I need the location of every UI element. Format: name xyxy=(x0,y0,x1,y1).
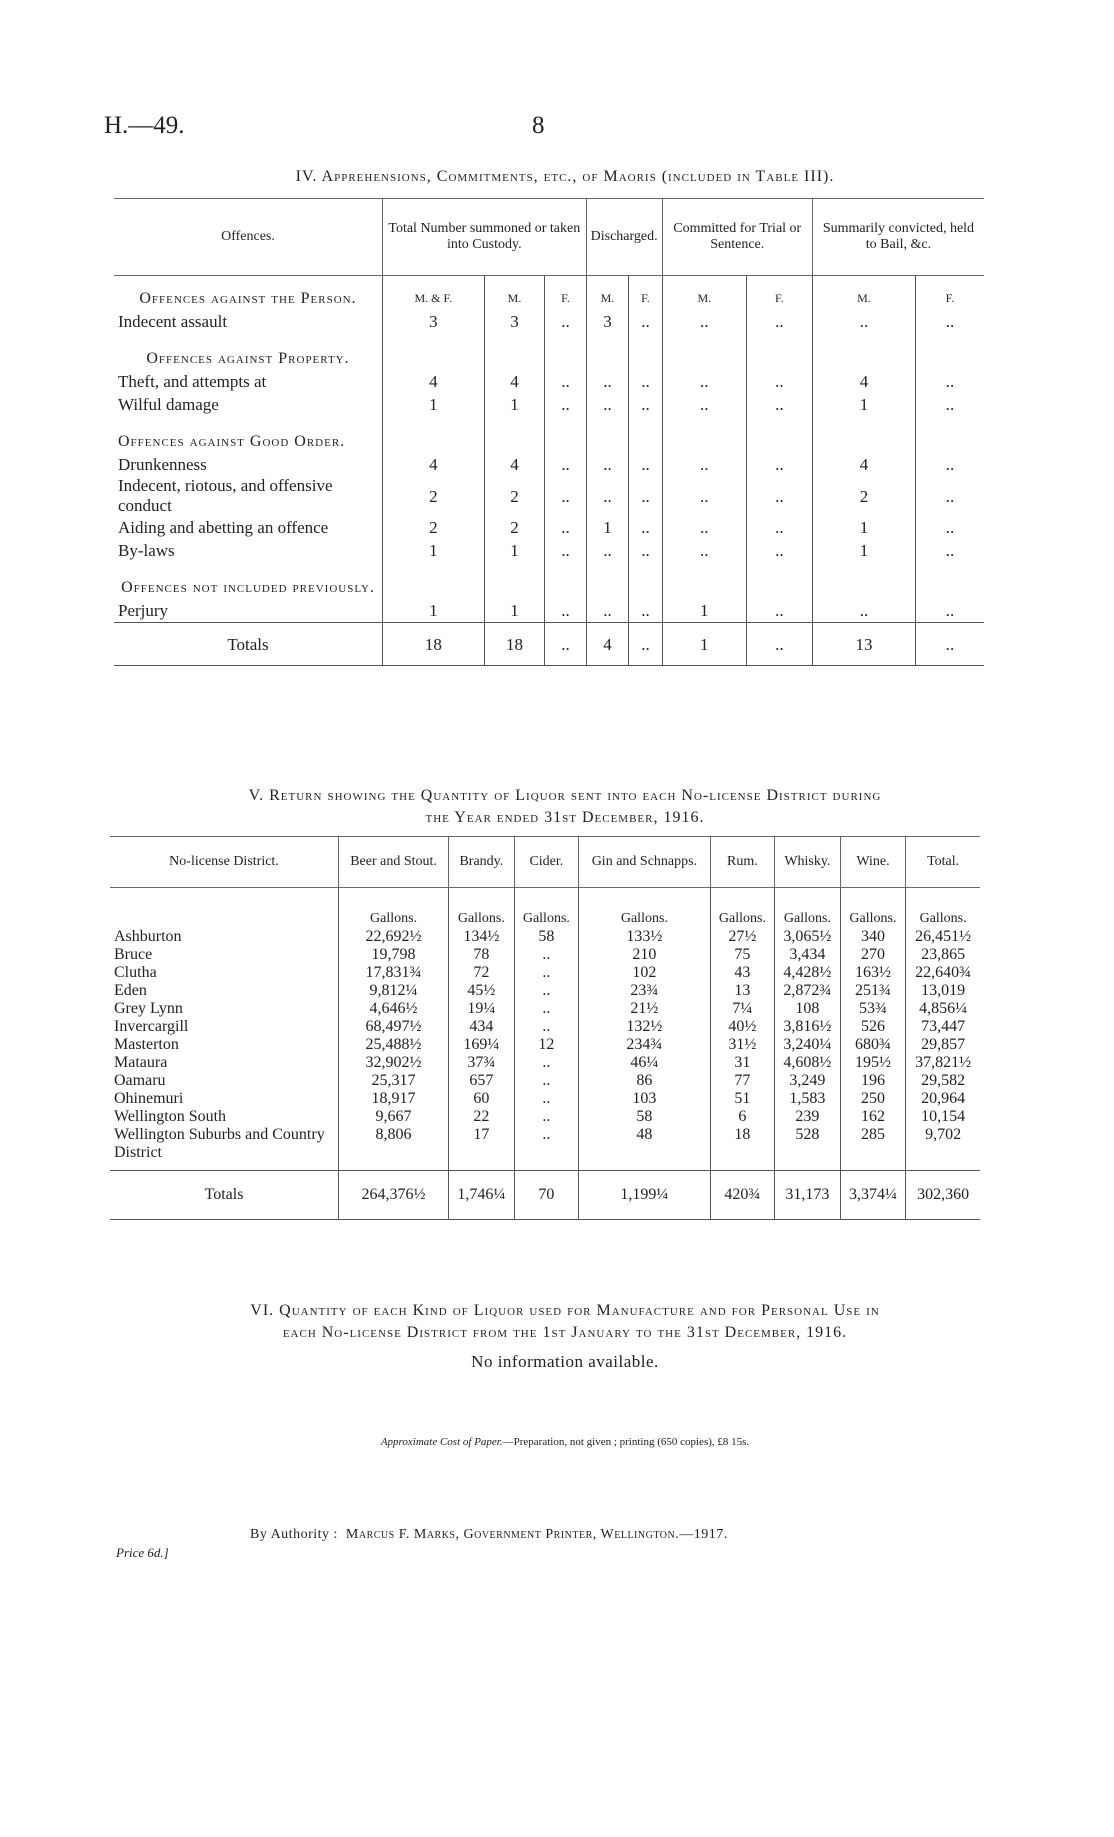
cell: .. xyxy=(746,310,812,333)
cell: 239 xyxy=(775,1108,841,1126)
cell: 1 xyxy=(383,393,485,416)
total-cell: 1,199¼ xyxy=(579,1171,711,1220)
cell: .. xyxy=(662,393,746,416)
cell: 10,154 xyxy=(906,1108,980,1126)
col-rum: Rum. xyxy=(710,837,774,888)
cell: 6 xyxy=(710,1108,774,1126)
cell: .. xyxy=(586,476,629,516)
cell: .. xyxy=(629,453,662,476)
cell: 196 xyxy=(840,1072,906,1090)
section6-title-line2: each No-license District from the 1st January to the 31st December, 1916. xyxy=(282,1324,848,1341)
cell: 340 xyxy=(840,928,906,946)
cell: .. xyxy=(514,982,578,1000)
cell: 37¾ xyxy=(449,1054,515,1072)
cell: 162 xyxy=(840,1108,906,1126)
cell: 31½ xyxy=(710,1036,774,1054)
col-total: Total. xyxy=(906,837,980,888)
totals-label: Totals xyxy=(114,623,383,666)
district-label: Clutha xyxy=(114,964,157,981)
category-row xyxy=(114,562,984,599)
cell: 3,249 xyxy=(775,1072,841,1090)
cell: 17,831¾ xyxy=(339,964,449,982)
cell: 1 xyxy=(484,393,545,416)
col-discharged: Discharged. xyxy=(586,199,662,276)
category-row xyxy=(114,333,984,370)
col-gin: Gin and Schnapps. xyxy=(579,837,711,888)
cell: .. xyxy=(662,516,746,539)
table-row xyxy=(110,1108,980,1126)
table-row xyxy=(114,476,984,516)
offence-label: Theft, and attempts at xyxy=(118,372,267,391)
cell: 680¾ xyxy=(840,1036,906,1054)
total-cell: 1 xyxy=(662,623,746,666)
col-district: No-license District. xyxy=(110,837,339,888)
cell: 29,582 xyxy=(906,1072,980,1090)
cell: 73,447 xyxy=(906,1018,980,1036)
cell: 4 xyxy=(484,453,545,476)
subheader: F. xyxy=(629,276,662,311)
cell: 3 xyxy=(383,310,485,333)
table-row xyxy=(114,539,984,562)
cell: .. xyxy=(514,1054,578,1072)
cell: .. xyxy=(545,516,586,539)
cell: .. xyxy=(629,310,662,333)
cell: 4 xyxy=(383,370,485,393)
cell: 3,065½ xyxy=(775,928,841,946)
district-label: Invercargill xyxy=(114,1018,189,1035)
subheader: M. xyxy=(662,276,746,311)
cell: .. xyxy=(514,946,578,964)
unit-label: Gallons. xyxy=(775,888,841,929)
cell: .. xyxy=(586,370,629,393)
cost-text: —Preparation, not given ; printing (650 copies), £8 15s. xyxy=(502,1436,750,1448)
cell: 2 xyxy=(484,516,545,539)
subheader: M. xyxy=(484,276,545,311)
cell: 68,497½ xyxy=(339,1018,449,1036)
no-information-note: No information available. xyxy=(471,1352,659,1371)
cell: .. xyxy=(812,599,915,623)
cell: 3,434 xyxy=(775,946,841,964)
cell: 163½ xyxy=(840,964,906,982)
cell: .. xyxy=(916,599,984,623)
total-cell: 18 xyxy=(383,623,485,666)
total-cell: .. xyxy=(746,623,812,666)
cell: 18 xyxy=(710,1126,774,1171)
cell: .. xyxy=(916,370,984,393)
unit-label: Gallons. xyxy=(514,888,578,929)
subheader: M. xyxy=(812,276,915,311)
cell: 75 xyxy=(710,946,774,964)
table-row xyxy=(114,393,984,416)
cell: 72 xyxy=(449,964,515,982)
cell: .. xyxy=(545,539,586,562)
cell: 1 xyxy=(383,539,485,562)
unit-label: Gallons. xyxy=(906,888,980,929)
authority-prefix: By Authority : xyxy=(250,1527,338,1542)
cell: 132½ xyxy=(579,1018,711,1036)
cell: .. xyxy=(916,476,984,516)
col-whisky: Whisky. xyxy=(775,837,841,888)
district-label: Mataura xyxy=(114,1054,168,1071)
table-row xyxy=(110,1018,980,1036)
cell: .. xyxy=(545,476,586,516)
cell: 2 xyxy=(383,476,485,516)
cell: 134½ xyxy=(449,928,515,946)
cell: 19,798 xyxy=(339,946,449,964)
cell: 4 xyxy=(812,370,915,393)
units-row xyxy=(110,888,980,929)
cell: 285 xyxy=(840,1126,906,1171)
table-row xyxy=(110,1000,980,1018)
cell: 13,019 xyxy=(906,982,980,1000)
offence-label: Indecent assault xyxy=(118,312,228,331)
page-number: 8 xyxy=(532,112,545,139)
cell: .. xyxy=(586,539,629,562)
cell: .. xyxy=(916,393,984,416)
unit-label: Gallons. xyxy=(449,888,515,929)
cell: 32,902½ xyxy=(339,1054,449,1072)
table-row xyxy=(110,928,980,946)
cost-of-paper xyxy=(100,1436,1030,1448)
subheader: F. xyxy=(916,276,984,311)
cell: 7¼ xyxy=(710,1000,774,1018)
total-cell: 70 xyxy=(514,1171,578,1220)
cell: 37,821½ xyxy=(906,1054,980,1072)
cell: 25,317 xyxy=(339,1072,449,1090)
totals-row xyxy=(110,1171,980,1220)
table-row xyxy=(114,453,984,476)
cell: .. xyxy=(746,453,812,476)
col-beer: Beer and Stout. xyxy=(339,837,449,888)
cell: 1 xyxy=(812,539,915,562)
cell: .. xyxy=(662,476,746,516)
cell: 60 xyxy=(449,1090,515,1108)
cell: 51 xyxy=(710,1090,774,1108)
table-row xyxy=(114,516,984,539)
cell: 434 xyxy=(449,1018,515,1036)
cell: 528 xyxy=(775,1126,841,1171)
cell: .. xyxy=(916,539,984,562)
cell: 1 xyxy=(662,599,746,623)
cell: 1 xyxy=(383,599,485,623)
cell: 12 xyxy=(514,1036,578,1054)
cell: 9,812¼ xyxy=(339,982,449,1000)
cell: 1 xyxy=(586,516,629,539)
cell: 4 xyxy=(383,453,485,476)
cell: 1 xyxy=(812,516,915,539)
subheader: F. xyxy=(545,276,586,311)
cell: 25,488½ xyxy=(339,1036,449,1054)
unit-label: Gallons. xyxy=(339,888,449,929)
cell: .. xyxy=(662,453,746,476)
cell: 9,702 xyxy=(906,1126,980,1171)
table-row xyxy=(110,1126,980,1171)
subheader: M. & F. xyxy=(383,276,485,311)
cell: 18,917 xyxy=(339,1090,449,1108)
cell: 1,583 xyxy=(775,1090,841,1108)
cost-label: Approximate Cost of Paper. xyxy=(380,1436,503,1448)
cell: .. xyxy=(514,1108,578,1126)
cell: 23,865 xyxy=(906,946,980,964)
authority-name: Marcus F. Marks, Government Printer, Wellington.—1917. xyxy=(345,1527,728,1542)
cell: 26,451½ xyxy=(906,928,980,946)
cell: 53¾ xyxy=(840,1000,906,1018)
cell: .. xyxy=(746,599,812,623)
table5-title-line1: V. Return showing the Quantity of Liquor sent into each No-license District during xyxy=(248,787,882,804)
col-offences: Offences. xyxy=(114,199,383,276)
table5-title-line2: the Year ended 31st December, 1916. xyxy=(425,809,705,826)
cell: 3,816½ xyxy=(775,1018,841,1036)
col-committed: Committed for Trial or Sentence. xyxy=(662,199,812,276)
cell: 3 xyxy=(586,310,629,333)
cell: .. xyxy=(916,453,984,476)
cell: 58 xyxy=(579,1108,711,1126)
maori-apprehensions-table xyxy=(114,198,984,666)
cell: 4,608½ xyxy=(775,1054,841,1072)
cell: .. xyxy=(746,476,812,516)
table-row xyxy=(110,1036,980,1054)
subheader-row xyxy=(114,276,984,311)
cell: 9,667 xyxy=(339,1108,449,1126)
total-cell: .. xyxy=(545,623,586,666)
cell: 22 xyxy=(449,1108,515,1126)
table5-title xyxy=(100,785,1030,829)
cell: 21½ xyxy=(579,1000,711,1018)
category-property: Offences against Property. xyxy=(146,350,350,367)
cell: 108 xyxy=(775,1000,841,1018)
cell: 4,428½ xyxy=(775,964,841,982)
cell: 20,964 xyxy=(906,1090,980,1108)
table-row xyxy=(110,1072,980,1090)
cell: 3,240¼ xyxy=(775,1036,841,1054)
district-label: Wellington South xyxy=(114,1108,227,1125)
total-cell: 4 xyxy=(586,623,629,666)
cell: 103 xyxy=(579,1090,711,1108)
cell: .. xyxy=(586,453,629,476)
total-cell: 420¾ xyxy=(710,1171,774,1220)
cell: .. xyxy=(586,393,629,416)
cell: .. xyxy=(545,393,586,416)
cell: 8,806 xyxy=(339,1126,449,1171)
district-label: Wellington Suburbs and Country District xyxy=(114,1126,325,1161)
cell: 1 xyxy=(812,393,915,416)
offence-label: Drunkenness xyxy=(118,455,207,474)
offence-label: Wilful damage xyxy=(118,395,219,414)
col-wine: Wine. xyxy=(840,837,906,888)
cell: 43 xyxy=(710,964,774,982)
unit-label: Gallons. xyxy=(710,888,774,929)
cell: 3 xyxy=(484,310,545,333)
cell: .. xyxy=(629,393,662,416)
cell: .. xyxy=(629,516,662,539)
table-row xyxy=(110,964,980,982)
table-row xyxy=(114,370,984,393)
cell: 1 xyxy=(484,539,545,562)
cell: .. xyxy=(662,310,746,333)
authority-line xyxy=(250,1527,728,1543)
cell: 4,856¼ xyxy=(906,1000,980,1018)
cell: .. xyxy=(514,964,578,982)
cell: .. xyxy=(514,1090,578,1108)
cell: .. xyxy=(545,370,586,393)
district-label: Grey Lynn xyxy=(114,1000,183,1017)
col-total: Total Number summoned or taken into Custody. xyxy=(383,199,587,276)
table-row xyxy=(110,946,980,964)
totals-row xyxy=(114,623,984,666)
cell: 210 xyxy=(579,946,711,964)
price: Price 6d.] xyxy=(116,1545,169,1560)
district-label: Bruce xyxy=(114,946,153,963)
totals-label: Totals xyxy=(110,1171,339,1220)
cell: 40½ xyxy=(710,1018,774,1036)
cell: 48 xyxy=(579,1126,711,1171)
document-code: H.—49. xyxy=(104,112,185,139)
cell: .. xyxy=(514,1072,578,1090)
cell: 31 xyxy=(710,1054,774,1072)
category-person: Offences against the Person. xyxy=(139,290,357,307)
cell: .. xyxy=(514,1018,578,1036)
unit-label: Gallons. xyxy=(840,888,906,929)
cell: .. xyxy=(545,453,586,476)
category-not-included: Offences not included previously. xyxy=(121,578,375,596)
col-cider: Cider. xyxy=(514,837,578,888)
table-row xyxy=(110,1090,980,1108)
total-cell: .. xyxy=(916,623,984,666)
cell: 27½ xyxy=(710,928,774,946)
cell: 234¾ xyxy=(579,1036,711,1054)
cell: .. xyxy=(662,539,746,562)
cell: 46¼ xyxy=(579,1054,711,1072)
cell: 657 xyxy=(449,1072,515,1090)
cell: 22,692½ xyxy=(339,928,449,946)
district-label: Oamaru xyxy=(114,1072,166,1089)
cell: .. xyxy=(746,370,812,393)
district-label: Masterton xyxy=(114,1036,179,1053)
cell: 77 xyxy=(710,1072,774,1090)
cell: .. xyxy=(746,516,812,539)
total-cell: 18 xyxy=(484,623,545,666)
cell: 2 xyxy=(383,516,485,539)
cell: 78 xyxy=(449,946,515,964)
cell: .. xyxy=(916,516,984,539)
cell: 1 xyxy=(484,599,545,623)
category-good-order: Offences against Good Order. xyxy=(118,433,346,450)
cell: .. xyxy=(662,370,746,393)
cell: 133½ xyxy=(579,928,711,946)
total-cell: 302,360 xyxy=(906,1171,980,1220)
cell: 250 xyxy=(840,1090,906,1108)
district-label: Ashburton xyxy=(114,928,182,945)
cell: .. xyxy=(545,310,586,333)
cell: .. xyxy=(545,599,586,623)
cell: 4 xyxy=(484,370,545,393)
cell: 45½ xyxy=(449,982,515,1000)
cell: 195½ xyxy=(840,1054,906,1072)
cell: 58 xyxy=(514,928,578,946)
cell: .. xyxy=(586,599,629,623)
cell: 2 xyxy=(484,476,545,516)
section6-title-line1: VI. Quantity of each Kind of Liquor used for Manufacture and for Personal Use in xyxy=(250,1302,880,1319)
cell: .. xyxy=(514,1000,578,1018)
cell: 102 xyxy=(579,964,711,982)
district-label: Eden xyxy=(114,982,147,999)
cell: 2,872¾ xyxy=(775,982,841,1000)
subheader: F. xyxy=(746,276,812,311)
cell: 251¾ xyxy=(840,982,906,1000)
cell: 526 xyxy=(840,1018,906,1036)
district-label: Ohinemuri xyxy=(114,1090,184,1107)
cell: 4 xyxy=(812,453,915,476)
unit-label: Gallons. xyxy=(579,888,711,929)
cell: 17 xyxy=(449,1126,515,1171)
total-cell: 13 xyxy=(812,623,915,666)
col-brandy: Brandy. xyxy=(449,837,515,888)
cell: .. xyxy=(812,310,915,333)
offence-label: Aiding and abetting an offence xyxy=(118,518,329,537)
cell: 169¼ xyxy=(449,1036,515,1054)
cell: 22,640¾ xyxy=(906,964,980,982)
table-row xyxy=(110,982,980,1000)
cell: 29,857 xyxy=(906,1036,980,1054)
cell: .. xyxy=(629,599,662,623)
subheader: M. xyxy=(586,276,629,311)
cell: 13 xyxy=(710,982,774,1000)
total-cell: .. xyxy=(629,623,662,666)
total-cell: 3,374¼ xyxy=(840,1171,906,1220)
table-row xyxy=(114,599,984,623)
cell: .. xyxy=(746,539,812,562)
section6-title xyxy=(100,1300,1030,1344)
offence-label: Indecent, riotous, and offensive conduct xyxy=(118,476,333,515)
total-cell: 31,173 xyxy=(775,1171,841,1220)
offence-label: By-laws xyxy=(118,541,175,560)
table4-title: IV. Apprehensions, Commitments, etc., of Maoris (included in Table III). xyxy=(295,168,835,185)
cell: .. xyxy=(629,539,662,562)
cell: 2 xyxy=(812,476,915,516)
cell: 23¾ xyxy=(579,982,711,1000)
cell: .. xyxy=(916,310,984,333)
total-cell: 1,746¼ xyxy=(449,1171,515,1220)
table-row xyxy=(114,310,984,333)
col-summarily: Summarily convicted, held to Bail, &c. xyxy=(812,199,984,276)
category-row xyxy=(114,416,984,453)
liquor-return-table xyxy=(110,836,980,1220)
total-cell: 264,376½ xyxy=(339,1171,449,1220)
cell: 270 xyxy=(840,946,906,964)
cell: 19¼ xyxy=(449,1000,515,1018)
cell: .. xyxy=(629,476,662,516)
table-row xyxy=(110,1054,980,1072)
cell: .. xyxy=(746,393,812,416)
cell: 4,646½ xyxy=(339,1000,449,1018)
cell: 86 xyxy=(579,1072,711,1090)
offence-label: Perjury xyxy=(118,601,169,620)
cell: .. xyxy=(514,1126,578,1171)
cell: .. xyxy=(629,370,662,393)
